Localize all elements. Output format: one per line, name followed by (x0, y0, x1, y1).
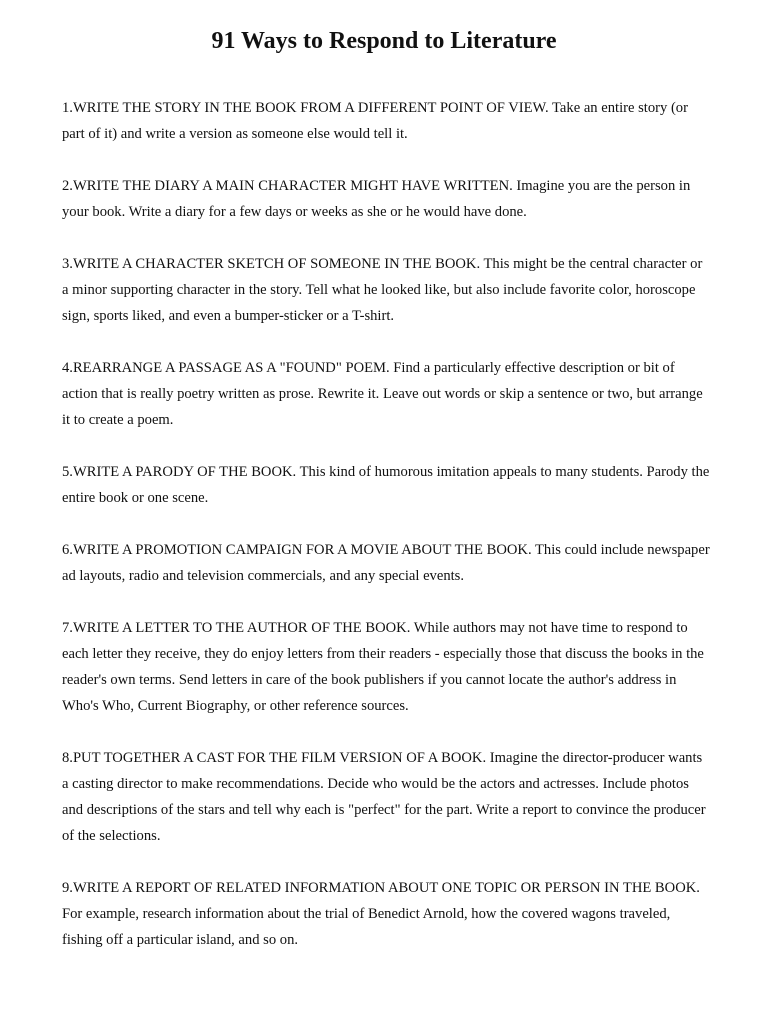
list-item (62, 251, 710, 329)
item-heading: 9.WRITE A REPORT OF RELATED INFORMATION ABOUT ONE TOPIC OR PERSON IN THE BOOK. (62, 880, 700, 896)
list-item (62, 537, 710, 589)
list-item (62, 615, 710, 719)
item-body: Take an entire story (or part of it) and write a version as someone else would tell it. (62, 100, 688, 142)
item-body: Find a particularly effective description or bit of action that is really poetry written as prose. Rewrite it. Leave out words or skip a sentence or two, but arrange it to create a poem. (62, 360, 703, 428)
item-heading: 5.WRITE A PARODY OF THE BOOK. (62, 464, 297, 480)
page-title: 91 Ways to Respond to Literature (211, 28, 557, 54)
item-body: While authors may not have time to respond to each letter they receive, they do enjoy letters from their readers - especially those that discuss the books in the reader's own terms. Send letters in care of the book publishers if you cannot locate the author's address in Who's Who, Current Biography, or other reference sources. (62, 620, 704, 714)
item-heading: 3.WRITE A CHARACTER SKETCH OF SOMEONE IN THE BOOK. (62, 256, 481, 272)
item-body: Imagine the director-producer wants a casting director to make recommendations. Decide who would be the actors and actresses. Include photos and descriptions of the stars and tell why each is "perfect" for the part. Write a report to convince the producer of the selections. (62, 750, 706, 844)
items-list (62, 95, 710, 979)
list-item (62, 875, 710, 953)
list-item (62, 173, 710, 225)
item-heading: 6.WRITE A PROMOTION CAMPAIGN FOR A MOVIE ABOUT THE BOOK. (62, 542, 532, 558)
item-body: This could include newspaper ad layouts, radio and television commercials, and any special events. (62, 542, 710, 584)
item-body: This kind of humorous imitation appeals to many students. Parody the entire book or one scene. (62, 464, 710, 506)
item-heading: 4.REARRANGE A PASSAGE AS A "FOUND" POEM. (62, 360, 390, 376)
list-item (62, 95, 710, 147)
item-heading: 8.PUT TOGETHER A CAST FOR THE FILM VERSION OF A BOOK. (62, 750, 487, 766)
list-item (62, 745, 710, 849)
item-body: For example, research information about the trial of Benedict Arnold, how the covered wagons traveled, fishing off a particular island, and so on. (62, 906, 671, 948)
item-heading: 2.WRITE THE DIARY A MAIN CHARACTER MIGHT HAVE WRITTEN. (62, 178, 513, 194)
list-item (62, 355, 710, 433)
item-heading: 1.WRITE THE STORY IN THE BOOK FROM A DIFFERENT POINT OF VIEW. (62, 100, 549, 116)
item-body: This might be the central character or a minor supporting character in the story. Tell what he looked like, but also include favorite color, horoscope sign, sports liked, and even a bumper-sticker or a T-shirt. (62, 256, 703, 324)
item-body: Imagine you are the person in your book. Write a diary for a few days or weeks as she or he would have done. (62, 178, 691, 220)
item-heading: 7.WRITE A LETTER TO THE AUTHOR OF THE BOOK. (62, 620, 411, 636)
list-item (62, 459, 710, 511)
